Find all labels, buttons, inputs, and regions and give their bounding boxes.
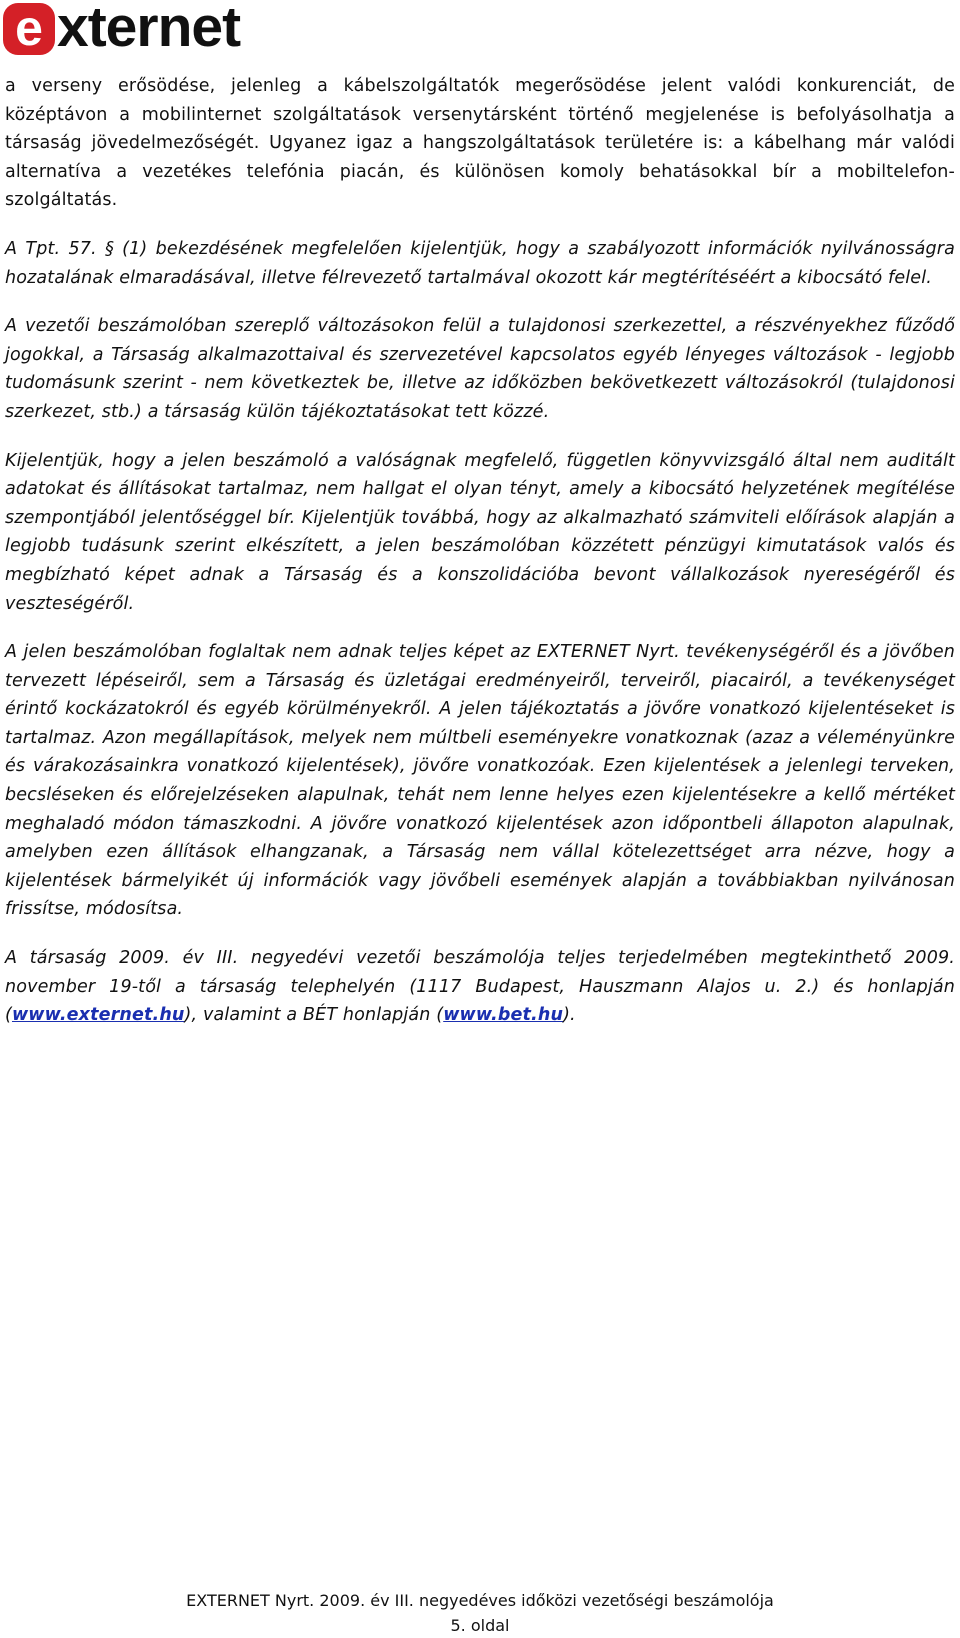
availability-text-before: A társaság 2009. év III. negyedévi vezetői beszámolója teljes terjedelmében megtekinthető 2009. november 19-től a társaság telephelyén (1117 Budapest, Hauszmann Alajos u. 2.) és honlapján ( xyxy=(5,948,955,1026)
externet-logo xyxy=(3,1,293,57)
paragraph-changes: A vezetői beszámolóban szereplő változásokon felül a tulajdonosi szerkezettel, a részvényekhez fűződő jogokkal, a Társaság alkalmazottaival és szervezetével kapcsolatos egyéb lényeges változások - legjobb tudomásunk szerint - nem következtek be, illetve az időközben bekövetkezett változásokról (tulajdonosi szerkezet, stb.) a társaság külön tájékoztatásokat tett közzé. xyxy=(5,316,955,422)
paragraph-forward-looking: A jelen beszámolóban foglaltak nem adnak teljes képet az EXTERNET Nyrt. tevékenységéről és a jövőben tervezett lépéseiről, sem a Társaság és üzletágai eredményeiről, terveiről, piacairól, a tevékenységet érintő kockázatokról és egyéb körülményekről. A jelen tájékoztatás a jövőre vonatkozó kijelentéseket is tartalmaz. Azon megállapítások, melyek nem múltbeli eseményekre vonatkoznak (azaz a véleményünkre és várakozásainkra vonatkozó kijelentések), jövőre vonatkozóak. Ezen kijelentések a jelenlegi terveken, becsléseken és előrejelzéseken alapulnak, tehát nem lenne helyes ezen kijelentésekre a kellő mértéket meghaladó módon támaszkodni. A jövőre vonatkozó kijelentések azon időpontbeli állapoton alapulnak, amelyben ezen állítások elhangzanak, a Társaság nem vállal kötelezettséget arra nézve, hogy a kijelentések bármelyikét új információk vagy jövőbeli események alapján a továbbiakban nyilvánosan frissítse, módosítsa. xyxy=(5,642,955,920)
paragraph-declaration: Kijelentjük, hogy a jelen beszámoló a valóságnak megfelelő, független könyvvizsgáló által nem auditált adatokat és állításokat tartalmaz, nem hallgat el olyan tényt, amely a kibocsátó helyzetének megítélése szempontjából jelentőséggel bír. Kijelentjük továbbá, hogy az alkalmazható számviteli előírások alapján a legjobb tudásunk szerint elkészített, a jelen beszámolóban közzétett pénzügyi kimutatások valós és megbízható képet adnak a Társaság és a konszolidációba bevont vállalkozások nyereségéről és veszteségéről. xyxy=(5,450,955,614)
availability-text-after: ). xyxy=(563,1005,576,1026)
logo-mark xyxy=(3,1,293,57)
document-body xyxy=(5,72,955,1050)
bet-website-link[interactable]: www.bet.hu xyxy=(443,1005,564,1026)
availability-text-middle: ), valamint a BÉT honlapján ( xyxy=(184,1005,444,1026)
logo-letter-e: e xyxy=(15,1,43,56)
paragraph-tpt-liability: A Tpt. 57. § (1) bekezdésének megfelelően kijelentjük, hogy a szabályozott információk nyilvánosságra hozatalának elmaradásával, illetve félrevezető tartalmával okozott kár megtérítéséért a kibocsátó felel. xyxy=(5,238,955,288)
externet-website-link[interactable]: www.externet.hu xyxy=(11,1005,185,1026)
paragraph-competition: a verseny erősödése, jelenleg a kábelszolgáltatók megerősödése jelent valódi konkurenciát, de középtávon a mobilinternet szolgáltatások versenytársként történő megjelenése is befolyásolhatja a társaság jövedelmezőségét. Ugyanez igaz a hangszolgáltatások területére is: a kábelhang már valódi alternatíva a vezetékes telefónia piacán, és különösen komoly behatásokkal bír a mobiltelefon-szolgáltatás. xyxy=(5,76,955,211)
logo-wordmark: xternet xyxy=(57,1,241,57)
paragraph-availability xyxy=(5,944,955,1030)
footer-page-number: 5. oldal xyxy=(450,1616,510,1635)
page-footer xyxy=(0,1588,960,1638)
footer-report-title: EXTERNET Nyrt. 2009. év III. negyedéves időközi vezetőségi beszámolója xyxy=(186,1591,774,1610)
